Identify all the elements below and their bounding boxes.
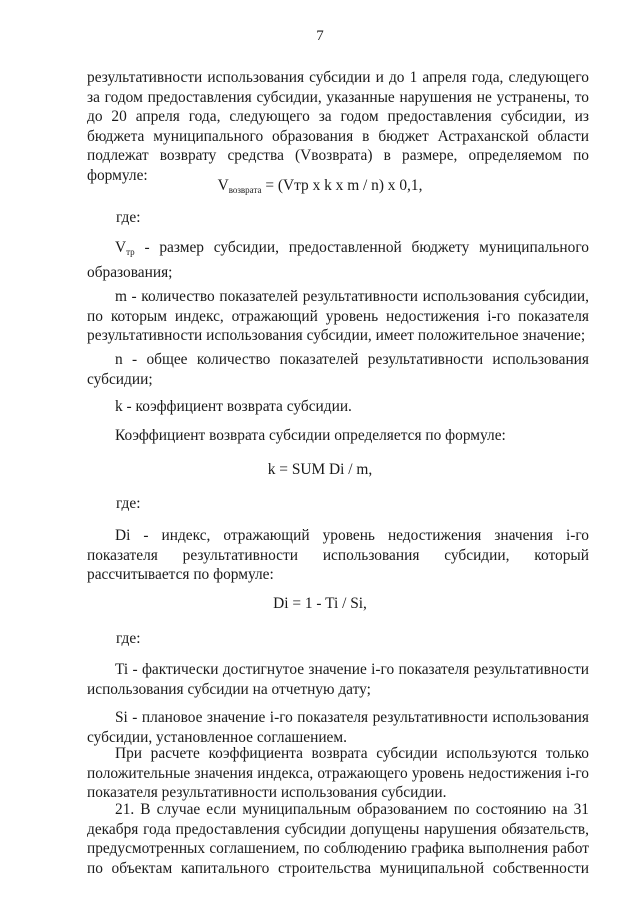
formula-return-lhs-sub: возврата bbox=[228, 185, 262, 195]
where-label-1: где: bbox=[116, 209, 141, 226]
formula-return-rhs: = (Vтр x k x m / n) x 0,1, bbox=[265, 177, 423, 194]
definition-vtr-subscript: тр bbox=[126, 247, 135, 257]
formula-return bbox=[0, 177, 640, 195]
formula-k: k = SUM Di / m, bbox=[267, 461, 373, 478]
definition-k: k - коэффициент возврата субсидии. bbox=[115, 398, 352, 415]
page-number: 7 bbox=[316, 28, 324, 44]
definition-vtr-symbol: V bbox=[115, 239, 127, 256]
definition-vtr bbox=[87, 238, 589, 282]
definition-si: Si - плановое значение i-го показателя результативности использования субсидии, установленное соглашением. bbox=[87, 709, 589, 746]
where-label-3: где: bbox=[116, 630, 141, 647]
definition-m: m - количество показателей результативности использования субсидии, по которым индекс, отражающий уровень недостижения i-го показателя результативности использования субсидии, имеет положительное значение; bbox=[87, 288, 589, 344]
where-label-2: где: bbox=[116, 495, 141, 512]
definition-di: Di - индекс, отражающий уровень недостижения значения i-го показателя результативности использования субсидии, который рассчитывается по формуле: bbox=[87, 527, 589, 583]
definition-ti: Ti - фактически достигнутое значение i-го показателя результативности использования субсидии на отчетную дату; bbox=[87, 661, 589, 698]
definition-vtr-text: - размер субсидии, предоставленной бюджету муниципального образования; bbox=[87, 239, 589, 281]
definition-n: n - общее количество показателей результативности использования субсидии; bbox=[87, 351, 589, 388]
formula-return-lhs: V bbox=[217, 177, 229, 194]
k-intro: Коэффициент возврата субсидии определяется по формуле: bbox=[115, 427, 506, 444]
calc-paragraph: При расчете коэффициента возврата субсидии используются только положительные значения индекса, отражающего уровень недостижения i-го показателя результативности использования субсидии. bbox=[87, 745, 589, 801]
clause-21-paragraph: 21. В случае если муниципальным образованием по состоянию на 31 декабря года предоставления субсидии допущены нарушения обязательств, предусмотренных соглашением, по соблюдению графика выполнения работ по объектам капитального строительства муниципальной собственности bbox=[87, 801, 589, 877]
formula-di: Di = 1 - Ti / Si, bbox=[273, 595, 367, 612]
intro-paragraph: результативности использования субсидии и до 1 апреля года, следующего за годом предоставления субсидии, указанные нарушения не устранены, то до 20 апреля года, следующего за годом предоставления субсидии, из бюджета муниципального образования в бюджет Астраханской области подлежат возврату средства (Vвозврата) в размере, определяемом по формуле: bbox=[87, 69, 589, 184]
